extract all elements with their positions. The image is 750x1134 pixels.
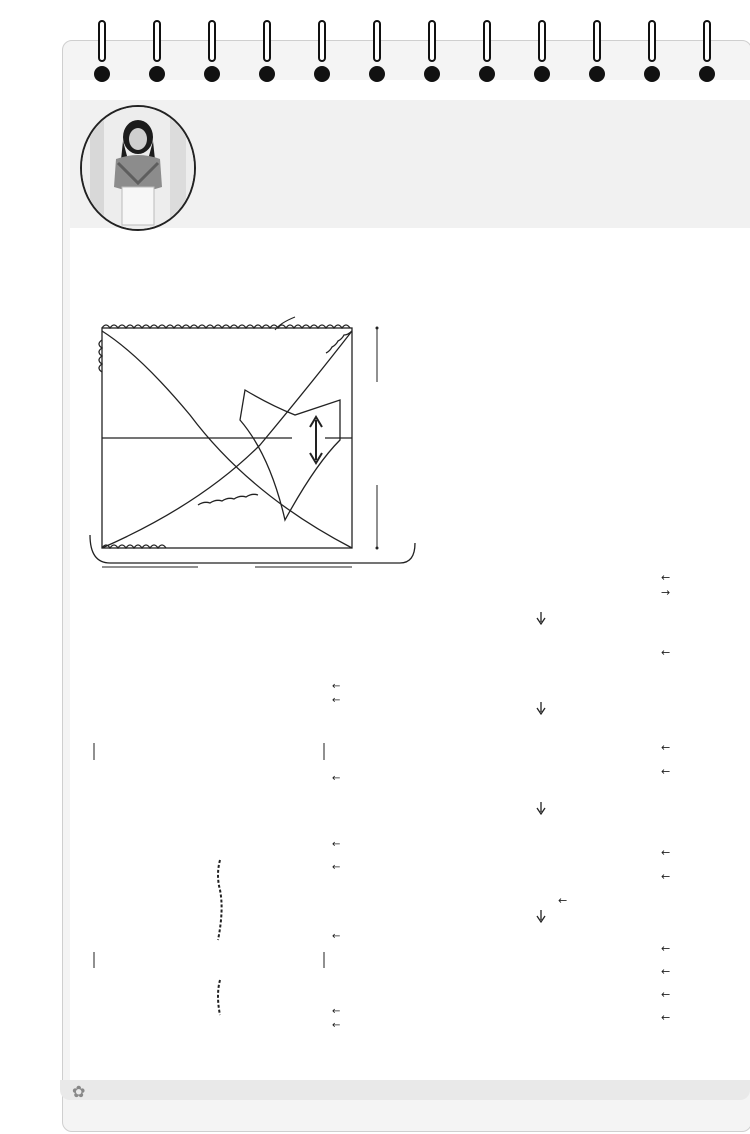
step-5-row-marker: ← (661, 1011, 671, 1024)
step-1-row-marker: ← (661, 571, 671, 584)
step-4-row-marker: ← (661, 870, 671, 883)
row-markers (332, 681, 340, 1031)
model-figure-icon (82, 107, 194, 229)
spiral-ring-icon (94, 20, 110, 84)
spiral-ring-icon (534, 20, 550, 84)
down-arrow-icon (537, 910, 545, 922)
step-5-row-marker: ← (661, 965, 671, 978)
spiral-ring-icon (149, 20, 165, 84)
spiral-ring-icon (424, 20, 440, 84)
info-row-gauge (228, 200, 648, 222)
spiral-ring-icon (369, 20, 385, 84)
model-photo (80, 105, 196, 231)
assembly-steps (378, 540, 750, 1040)
flower-icon: ✿ (72, 1082, 86, 1101)
down-arrows (537, 612, 545, 922)
step-5-row-marker: ← (661, 942, 671, 955)
edge-border-curve (326, 331, 352, 353)
step-4-row-marker: ← (661, 846, 671, 859)
info-row-size (228, 178, 648, 200)
spiral-ring-icon (314, 20, 330, 84)
row-marker: ← (332, 681, 341, 692)
step-5-row-marker: ← (661, 988, 671, 1001)
wrap-curve-2 (102, 331, 352, 548)
row-marker: ← (332, 931, 341, 942)
structure-diagram (80, 295, 440, 580)
wrap-curve-1 (102, 331, 352, 548)
bottom-pad (90, 535, 415, 563)
step-3-row-marker: ← (661, 741, 671, 754)
row-marker: ← (332, 695, 341, 706)
spiral-ring-icon (479, 20, 495, 84)
page-number (72, 1078, 85, 1102)
row-marker: ← (332, 839, 341, 850)
materials-info (228, 134, 648, 222)
down-arrow-icon (537, 802, 545, 814)
spiral-ring-icon (589, 20, 605, 84)
row-marker: ← (332, 1020, 341, 1031)
step-1-chain-label: → (661, 586, 671, 599)
step-2-row-marker: ← (661, 646, 671, 659)
join-slip-line-2 (218, 980, 220, 1015)
repeat-bracket (94, 743, 324, 760)
step-3-row-marker: ← (661, 765, 671, 778)
footer-band (60, 1080, 750, 1100)
row-marker: ← (332, 862, 341, 873)
edge-border-curve-2 (198, 494, 258, 505)
row-marker: ← (332, 1006, 341, 1017)
info-row-tool (228, 156, 648, 178)
step-4-row-marker: ← (558, 894, 568, 907)
spiral-ring-icon (259, 20, 275, 84)
dim-dot (376, 327, 379, 330)
join-slip-line (218, 860, 222, 940)
spiral-ring-icon (699, 20, 715, 84)
spiral-ring-icon (644, 20, 660, 84)
info-row-material (228, 134, 648, 156)
stitch-chart (84, 670, 364, 1040)
spiral-ring-icon (204, 20, 220, 84)
down-arrow-icon (537, 702, 545, 714)
repeat-bracket (94, 952, 324, 968)
row-marker: ← (332, 773, 341, 784)
down-arrow-icon (537, 612, 545, 624)
